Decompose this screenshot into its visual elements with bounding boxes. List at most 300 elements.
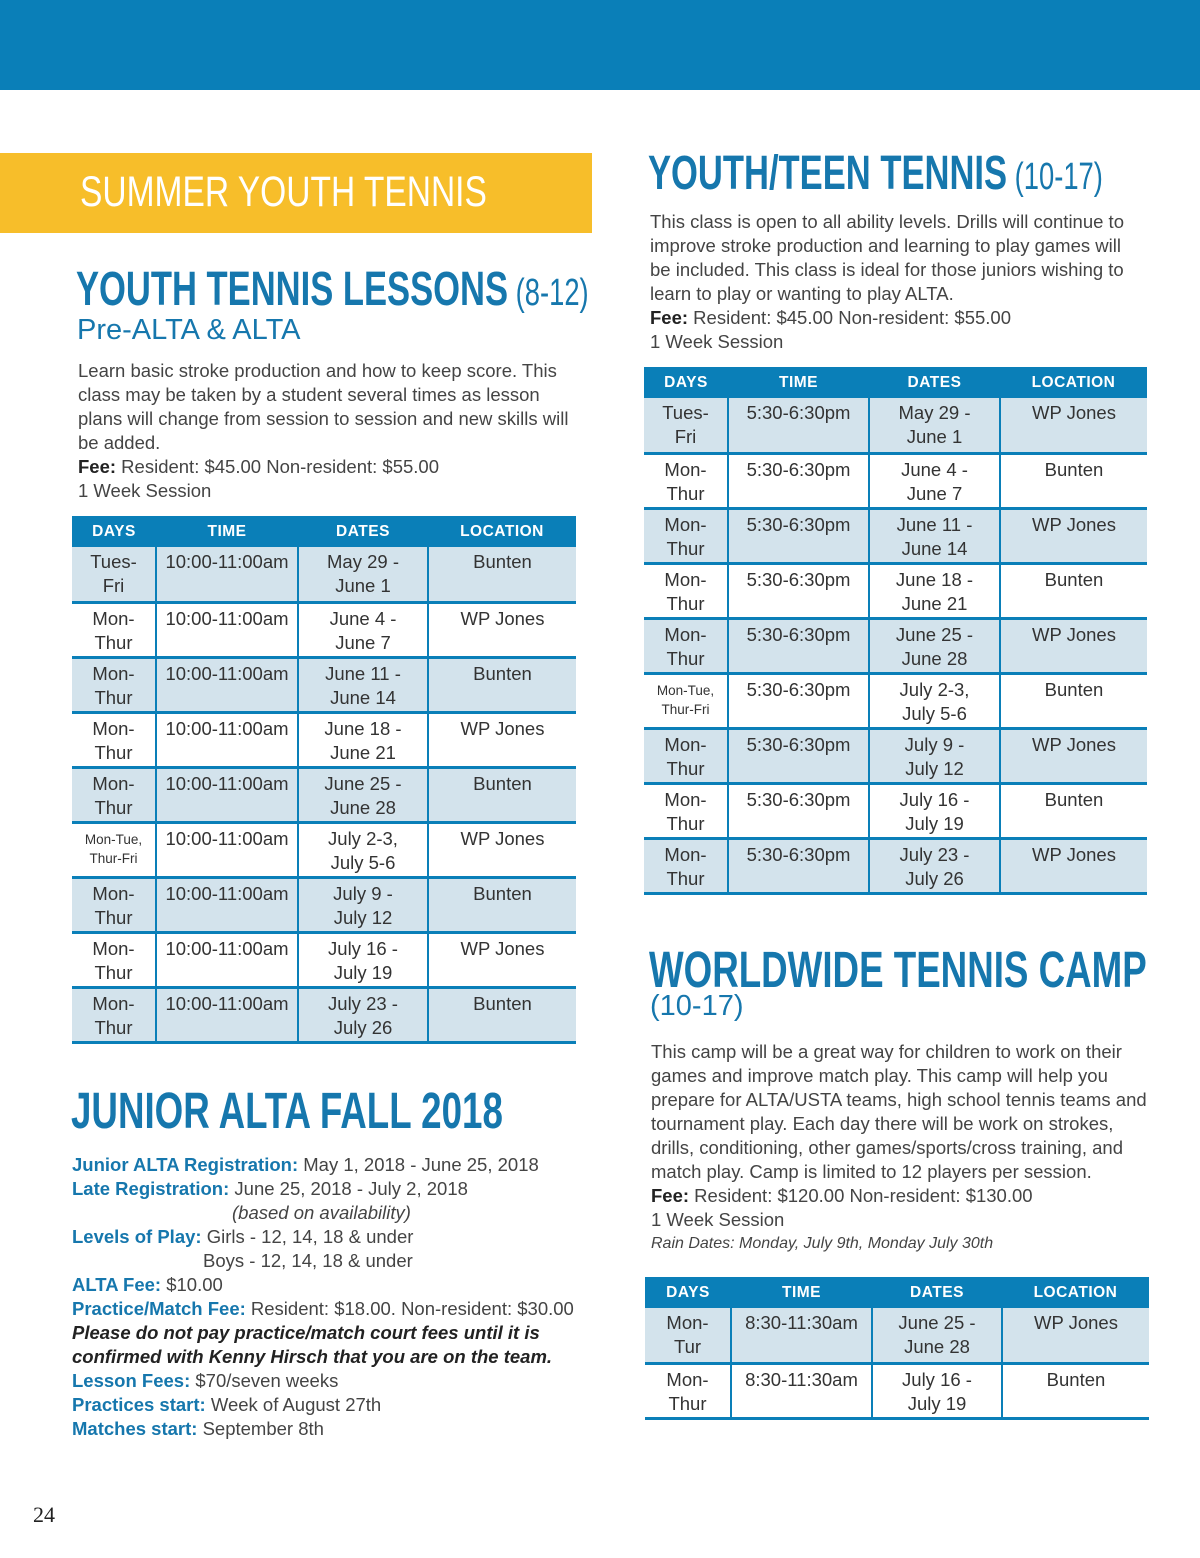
time-cell [731, 1363, 872, 1418]
days-cell-text: Fri [674, 426, 697, 447]
location-cell [428, 602, 576, 657]
table-row [644, 838, 1147, 893]
fee-text: Resident: $120.00 Non-resident: $130.00 [689, 1185, 1033, 1206]
location-cell-text: WP Jones [460, 827, 545, 849]
fee-line [650, 306, 1150, 330]
table-row [644, 563, 1147, 618]
dates-cell [869, 673, 1000, 728]
desc-line: This class is open to all ability levels. Drills will continue to [650, 211, 1124, 232]
dates-cell-text: June 4 - [329, 607, 397, 629]
camp-table [645, 1277, 1149, 1420]
youth-lessons-description [78, 359, 578, 503]
days-cell-text: Thur [666, 867, 705, 889]
practices-start-label: Practices start: [72, 1394, 206, 1415]
location-cell [1002, 1308, 1149, 1363]
days-cell-text: Mon-Tue, [84, 831, 143, 847]
dates-cell-text: July 5-6 [902, 702, 967, 724]
dates-cell-text: July 19 [333, 961, 393, 983]
time-cell-text: 5:30-6:30pm [746, 513, 851, 535]
desc-line: be added. [78, 432, 161, 453]
column-header: LOCATION [428, 516, 576, 547]
column-header: DATES [869, 367, 1000, 398]
days-cell-text: Mon- [664, 843, 707, 865]
dates-cell [872, 1363, 1002, 1418]
table-row [72, 932, 576, 987]
time-cell [156, 877, 298, 932]
desc-line: match play. Camp is limited to 12 players per session. [651, 1161, 1092, 1182]
camp-ages: (10-17) [650, 990, 744, 1022]
time-cell-text: 10:00-11:00am [165, 882, 289, 904]
dates-cell-text: June 28 [901, 647, 968, 669]
time-cell [728, 783, 869, 838]
location-cell-text: Bunten [1044, 458, 1104, 480]
dates-cell-text: July 23 - [899, 843, 970, 865]
youth-lessons-subtitle: Pre-ALTA & ALTA [77, 314, 301, 346]
fee-text: Resident: $45.00 Non-resident: $55.00 [688, 307, 1011, 328]
location-cell-text: Bunten [473, 992, 532, 1014]
column-header: DAYS [72, 516, 156, 547]
days-cell-text: Tur [673, 1336, 702, 1357]
days-cell-text: Mon- [92, 992, 135, 1014]
column-header: LOCATION [1002, 1277, 1149, 1308]
late-registration-text: June 25, 2018 - July 2, 2018 [229, 1178, 468, 1199]
dates-cell [869, 508, 1000, 563]
location-cell [428, 767, 576, 822]
days-cell [644, 618, 728, 673]
column-header: DAYS [645, 1277, 731, 1308]
fee-line [651, 1184, 1151, 1208]
time-cell-text: 10:00-11:00am [165, 992, 289, 1014]
dates-cell [869, 563, 1000, 618]
dates-cell [869, 398, 1000, 453]
table-row [644, 508, 1147, 563]
days-cell-text: Thur [94, 631, 133, 653]
dates-cell-text: June 1 [335, 575, 391, 596]
location-cell-text: WP Jones [1032, 733, 1116, 755]
days-cell [644, 838, 728, 893]
time-cell-text: 8:30-11:30am [745, 1368, 858, 1390]
dates-cell-text: June 21 [901, 592, 968, 614]
dates-cell-text: June 7 [906, 482, 963, 504]
table-row [72, 767, 576, 822]
time-cell [728, 673, 869, 728]
dates-cell-text: May 29 - [898, 402, 971, 423]
column-header: DATES [298, 516, 428, 547]
table-row [72, 602, 576, 657]
time-cell-text: 8:30-11:30am [745, 1312, 858, 1333]
dates-cell-text: June 25 - [895, 623, 974, 645]
dates-cell [298, 712, 428, 767]
column-header: TIME [731, 1277, 872, 1308]
time-cell [156, 767, 298, 822]
days-cell-text: Mon- [664, 513, 707, 535]
page-number: 24 [33, 1502, 55, 1527]
dates-cell [298, 877, 428, 932]
desc-line: plans will change from session to session and new skills will [78, 408, 569, 429]
levels-boys: Boys - 12, 14, 18 & under [203, 1250, 413, 1271]
time-cell-text: 10:00-11:00am [165, 607, 289, 629]
session-text: 1 Week Session [78, 480, 212, 501]
session-text: 1 Week Session [650, 331, 784, 352]
dates-cell [298, 767, 428, 822]
camp-description [651, 1040, 1151, 1256]
days-cell-text: Thur [94, 961, 133, 983]
days-cell-text: Thur [94, 1016, 133, 1038]
days-cell-text: Mon- [666, 1312, 709, 1333]
teen-title: YOUTH/TEEN TENNIS [648, 147, 1008, 200]
time-cell [728, 618, 869, 673]
days-cell-text: Thur-Fri [661, 701, 710, 717]
dates-cell-text: July 12 [905, 757, 964, 779]
time-cell [728, 453, 869, 508]
table-row [644, 783, 1147, 838]
practice-match-fee-line [72, 1297, 592, 1321]
fee-label: Fee: [78, 456, 117, 477]
registration-text: May 1, 2018 - June 25, 2018 [298, 1154, 539, 1175]
alta-fee-text: $10.00 [161, 1274, 223, 1295]
days-cell [644, 783, 728, 838]
days-cell-text: Thur [666, 647, 705, 669]
table-row [72, 987, 576, 1042]
days-cell [72, 822, 156, 877]
days-cell [72, 657, 156, 712]
days-cell-text: Mon- [92, 607, 135, 629]
matches-start-line [72, 1417, 592, 1441]
days-cell [72, 602, 156, 657]
late-registration-note: (based on availability) [232, 1202, 411, 1223]
days-cell-text: Mon- [664, 623, 707, 645]
days-cell [644, 508, 728, 563]
time-cell [731, 1308, 872, 1363]
dates-cell-text: June 4 - [901, 458, 968, 480]
dates-cell-text: July 16 - [899, 788, 970, 810]
fee-text: Resident: $45.00 Non-resident: $55.00 [116, 456, 439, 477]
dates-cell-text: July 2-3, [899, 678, 970, 700]
junior-alta-title: JUNIOR ALTA FALL 2018 [71, 1082, 503, 1139]
levels-girls: Girls - 12, 14, 18 & under [201, 1226, 414, 1247]
days-cell [72, 767, 156, 822]
table-row [644, 618, 1147, 673]
dates-cell-text: July 2-3, [328, 827, 398, 849]
desc-line: tournament play. Each day there will be work on strokes, [651, 1113, 1114, 1134]
teen-ages: (10-17) [1014, 156, 1103, 198]
days-cell-text: Mon-Tue, [656, 682, 715, 698]
location-cell-text: Bunten [473, 772, 532, 794]
dates-cell [872, 1308, 1002, 1363]
location-cell-text: Bunten [473, 551, 532, 572]
location-cell-text: WP Jones [1032, 623, 1116, 645]
location-cell [1000, 838, 1147, 893]
time-cell [156, 602, 298, 657]
location-cell [428, 712, 576, 767]
dates-cell-text: July 12 [333, 906, 393, 928]
practice-match-fee-text: Resident: $18.00. Non-resident: $30.00 [245, 1298, 574, 1319]
dates-cell [869, 618, 1000, 673]
dates-cell [869, 453, 1000, 508]
practices-start-text: Week of August 27th [205, 1394, 382, 1415]
time-cell [156, 712, 298, 767]
location-cell [428, 822, 576, 877]
location-cell [1000, 618, 1147, 673]
matches-start-text: September 8th [197, 1418, 324, 1439]
location-cell [428, 877, 576, 932]
practice-match-fee-label: Practice/Match Fee: [72, 1298, 246, 1319]
location-cell [1000, 673, 1147, 728]
days-cell [72, 877, 156, 932]
dates-cell [298, 932, 428, 987]
time-cell-text: 5:30-6:30pm [746, 623, 851, 645]
location-cell [1000, 783, 1147, 838]
location-cell [1000, 508, 1147, 563]
column-header: TIME [728, 367, 869, 398]
teen-table [644, 367, 1147, 895]
time-cell [728, 838, 869, 893]
dates-cell [869, 838, 1000, 893]
location-cell-text: WP Jones [460, 607, 545, 629]
days-cell-text: Mon- [664, 568, 707, 590]
dates-cell-text: June 11 - [325, 662, 401, 684]
desc-line: learn to play or wanting to play ALTA. [650, 283, 954, 304]
desc-line: improve stroke production and learning to play games will [650, 235, 1121, 256]
days-cell-text: Mon- [92, 772, 135, 794]
days-cell-text: Thur [94, 796, 133, 818]
late-registration-line [72, 1177, 592, 1201]
days-cell-text: Thur [668, 1392, 707, 1414]
location-cell-text: WP Jones [460, 937, 545, 959]
time-cell [156, 987, 298, 1042]
location-cell [1000, 728, 1147, 783]
alta-fee-label: ALTA Fee: [72, 1274, 162, 1295]
location-cell-text: WP Jones [1032, 843, 1116, 865]
lesson-fees-line [72, 1369, 592, 1393]
table-row [645, 1308, 1149, 1363]
dates-cell [298, 547, 428, 602]
time-cell-text: 10:00-11:00am [165, 772, 289, 794]
registration-line [72, 1153, 592, 1177]
days-cell-text: Thur-Fri [89, 850, 138, 866]
column-header: DAYS [644, 367, 728, 398]
dates-cell-text: July 19 [905, 812, 964, 834]
days-cell-text: Thur [666, 757, 705, 779]
time-cell [156, 822, 298, 877]
column-header: LOCATION [1000, 367, 1147, 398]
table-row [644, 728, 1147, 783]
time-cell-text: 10:00-11:00am [165, 717, 289, 739]
location-cell-text: WP Jones [460, 717, 545, 739]
desc-line: drills, conditioning, other games/sports/cross training, and [651, 1137, 1123, 1158]
dates-cell-text: July 26 [333, 1016, 393, 1038]
days-cell [644, 673, 728, 728]
desc-line: Learn basic stroke production and how to keep score. This [78, 360, 557, 381]
days-cell-text: Tues- [662, 402, 709, 423]
days-cell-text: Mon- [92, 662, 135, 684]
fee-label: Fee: [650, 307, 689, 328]
location-cell-text: Bunten [1044, 678, 1104, 700]
dates-cell-text: July 16 - [328, 937, 398, 959]
days-cell [644, 563, 728, 618]
location-cell-text: Bunten [473, 882, 532, 904]
levels-line [72, 1225, 592, 1249]
days-cell-text: Thur [666, 812, 705, 834]
dates-cell-text: June 1 [906, 426, 963, 447]
days-cell [72, 932, 156, 987]
days-cell [645, 1308, 731, 1363]
time-cell-text: 10:00-11:00am [165, 551, 289, 572]
table-row [72, 712, 576, 767]
dates-cell-text: May 29 - [327, 551, 399, 572]
dates-cell-text: July 23 - [328, 992, 398, 1014]
youth-lessons-table [72, 516, 576, 1044]
dates-cell [869, 728, 1000, 783]
days-cell [72, 547, 156, 602]
location-cell-text: Bunten [1044, 568, 1104, 590]
time-cell-text: 5:30-6:30pm [746, 733, 851, 755]
teen-description [650, 210, 1150, 354]
dates-cell-text: June 14 [901, 537, 968, 559]
top-color-band [0, 0, 1200, 90]
days-cell-text: Mon- [92, 937, 135, 959]
location-cell [1002, 1363, 1149, 1418]
days-cell-text: Thur [94, 686, 133, 708]
table-row [645, 1363, 1149, 1418]
days-cell-text: Mon- [664, 458, 707, 480]
time-cell [156, 547, 298, 602]
youth-lessons-ages: (8-12) [515, 272, 589, 314]
fee-warning-line: confirmed with Kenny Hirsch that you are on the team. [72, 1346, 553, 1367]
time-cell-text: 10:00-11:00am [165, 827, 289, 849]
desc-line: prepare for ALTA/USTA teams, high school tennis teams and [651, 1089, 1147, 1110]
dates-cell-text: June 18 - [324, 717, 402, 739]
time-cell-text: 5:30-6:30pm [746, 788, 851, 810]
time-cell [728, 728, 869, 783]
dates-cell-text: July 26 [905, 867, 964, 889]
desc-line: class may be taken by a student several times as lesson [78, 384, 540, 405]
days-cell-text: Mon- [664, 733, 707, 755]
time-cell-text: 5:30-6:30pm [746, 568, 851, 590]
table-row [72, 547, 576, 602]
location-cell [428, 547, 576, 602]
days-cell-text: Thur [666, 537, 705, 559]
banner-title: SUMMER YOUTH TENNIS [80, 168, 487, 216]
dates-cell-text: June 28 [904, 1336, 970, 1357]
dates-cell-text: June 7 [335, 631, 391, 653]
lesson-fees-label: Lesson Fees: [72, 1370, 191, 1391]
junior-alta-details [72, 1153, 592, 1441]
dates-cell-text: June 18 - [895, 568, 974, 590]
dates-cell [298, 822, 428, 877]
dates-cell-text: June 21 [330, 741, 396, 763]
location-cell-text: WP Jones [1034, 1312, 1118, 1333]
days-cell [644, 398, 728, 453]
location-cell [1000, 563, 1147, 618]
time-cell [156, 657, 298, 712]
location-cell [1000, 453, 1147, 508]
fee-warning-line: Please do not pay practice/match court fees until it is [72, 1322, 540, 1343]
location-cell [428, 657, 576, 712]
time-cell [728, 398, 869, 453]
dates-cell-text: June 28 [330, 796, 396, 818]
dates-cell-text: June 14 [330, 686, 396, 708]
location-cell [428, 932, 576, 987]
time-cell [728, 563, 869, 618]
table-row [72, 822, 576, 877]
alta-fee-line [72, 1273, 592, 1297]
days-cell-text: Mon- [664, 788, 707, 810]
dates-cell-text: June 11 - [896, 513, 973, 535]
time-cell-text: 5:30-6:30pm [746, 458, 851, 480]
days-cell [72, 987, 156, 1042]
youth-lessons-title: YOUTH TENNIS LESSONS [76, 263, 509, 316]
desc-line: This camp will be a great way for children to work on their [651, 1041, 1122, 1062]
days-cell-text: Mon- [92, 717, 135, 739]
time-cell-text: 5:30-6:30pm [746, 678, 851, 700]
location-cell-text: WP Jones [1032, 513, 1116, 535]
time-cell [156, 932, 298, 987]
location-cell-text: Bunten [1046, 1368, 1106, 1390]
days-cell [72, 712, 156, 767]
column-header: TIME [156, 516, 298, 547]
dates-cell-text: July 19 [907, 1392, 967, 1414]
dates-cell [298, 602, 428, 657]
table-row [644, 398, 1147, 453]
location-cell [428, 987, 576, 1042]
dates-cell [298, 987, 428, 1042]
rain-dates: Rain Dates: Monday, July 9th, Monday July 30th [651, 1235, 994, 1252]
days-cell [644, 728, 728, 783]
days-cell-text: Thur [666, 482, 705, 504]
days-cell-text: Thur [94, 906, 133, 928]
table-row [72, 657, 576, 712]
lesson-fees-text: $70/seven weeks [190, 1370, 339, 1391]
dates-cell [869, 783, 1000, 838]
location-cell [1000, 398, 1147, 453]
dates-cell-text: July 5-6 [330, 851, 396, 873]
dates-cell-text: June 25 - [324, 772, 402, 794]
fee-line [78, 455, 578, 479]
dates-cell-text: July 16 - [902, 1368, 972, 1390]
dates-cell-text: July 9 - [904, 733, 965, 755]
dates-cell-text: July 9 - [333, 882, 393, 904]
days-cell-text: Thur [666, 592, 705, 614]
matches-start-label: Matches start: [72, 1418, 198, 1439]
days-cell-text: Thur [94, 741, 133, 763]
column-header: DATES [872, 1277, 1002, 1308]
teen-heading [648, 146, 1200, 201]
levels-label: Levels of Play: [72, 1226, 202, 1247]
table-row [644, 453, 1147, 508]
location-cell-text: WP Jones [1032, 402, 1116, 423]
days-cell-text: Mon- [666, 1368, 709, 1390]
camp-title: WORLDWIDE TENNIS CAMP [649, 941, 1147, 998]
dates-cell [298, 657, 428, 712]
days-cell [644, 453, 728, 508]
fee-label: Fee: [651, 1185, 690, 1206]
days-cell-text: Fri [102, 575, 125, 596]
desc-line: games and improve match play. This camp will help you [651, 1065, 1108, 1086]
location-cell-text: Bunten [473, 662, 532, 684]
registration-label: Junior ALTA Registration: [72, 1154, 299, 1175]
table-row [644, 673, 1147, 728]
time-cell [728, 508, 869, 563]
desc-line: be included. This class is ideal for those juniors wishing to [650, 259, 1124, 280]
days-cell [645, 1363, 731, 1418]
days-cell-text: Mon- [92, 882, 135, 904]
dates-cell-text: June 25 - [898, 1312, 976, 1333]
days-cell-text: Tues- [90, 551, 137, 572]
time-cell-text: 10:00-11:00am [165, 662, 289, 684]
time-cell-text: 5:30-6:30pm [746, 402, 851, 423]
practices-start-line [72, 1393, 592, 1417]
